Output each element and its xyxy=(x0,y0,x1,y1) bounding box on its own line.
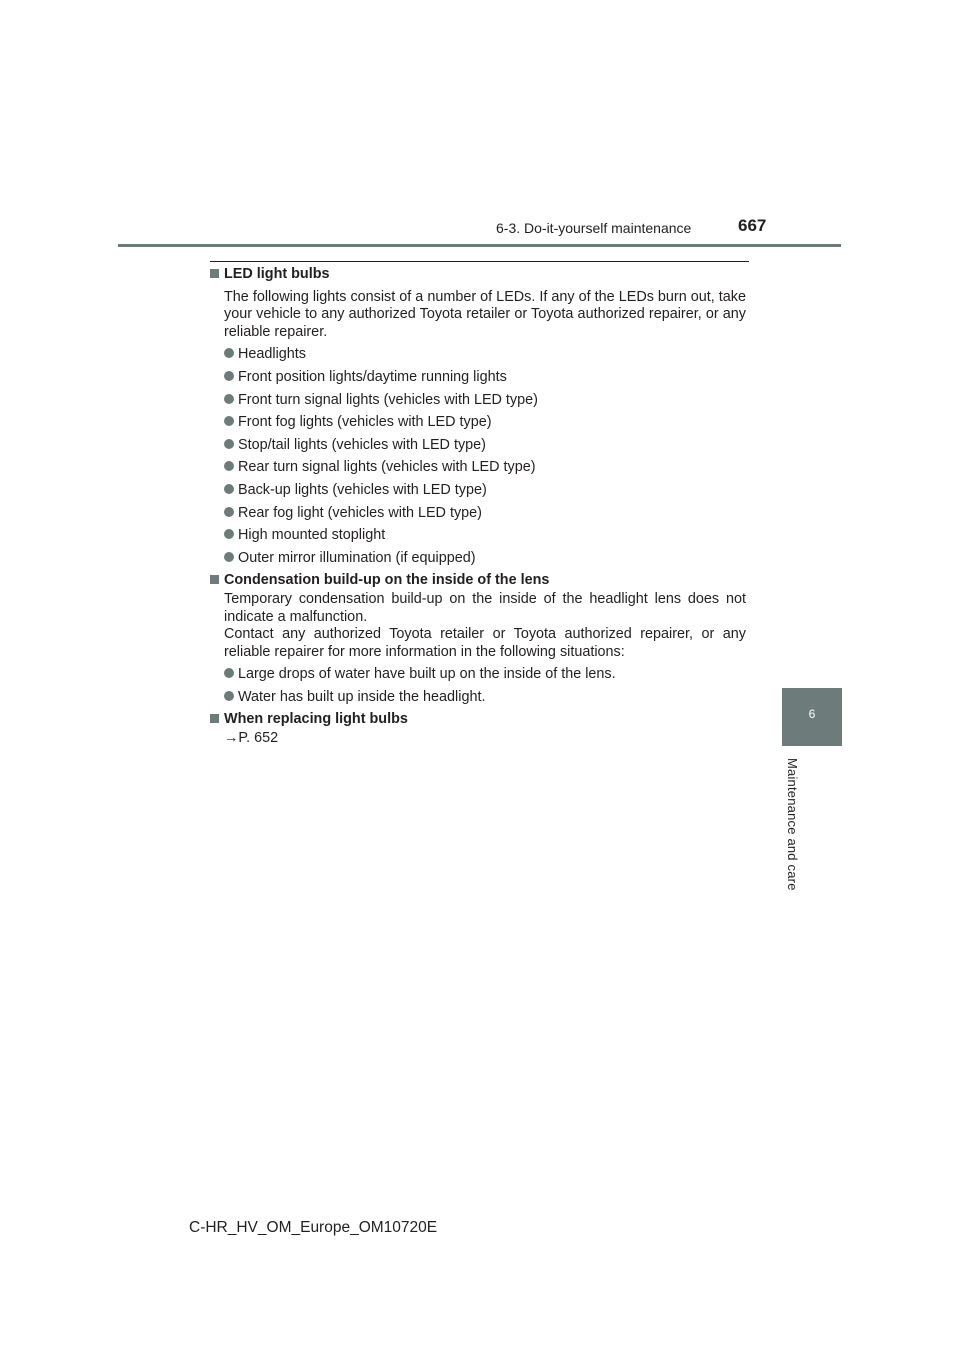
round-bullet-icon xyxy=(224,461,234,471)
chapter-tab-label: Maintenance and care xyxy=(785,758,800,891)
round-bullet-icon xyxy=(224,394,234,404)
list-item xyxy=(210,392,746,410)
list-item xyxy=(210,437,746,455)
round-bullet-icon xyxy=(224,484,234,494)
round-bullet-icon xyxy=(224,439,234,449)
round-bullet-icon xyxy=(224,507,234,517)
body-paragraph: Temporary condensation build-up on the inside of the headlight lens does not indicate a malfunction. xyxy=(224,590,746,625)
chapter-tab xyxy=(782,688,842,746)
page-content xyxy=(210,266,746,748)
list-item xyxy=(210,369,746,387)
list-item-text: Outer mirror illumination (if equipped) xyxy=(238,549,476,566)
list-item xyxy=(210,482,746,500)
chapter-tab-number: 6 xyxy=(808,707,816,721)
list-item-text: Front fog lights (vehicles with LED type) xyxy=(238,414,492,431)
header-divider xyxy=(118,244,841,247)
body-paragraph: The following lights consist of a number of LEDs. If any of the LEDs burn out, take your vehicle to any authorized Toyota retailer or Toyota authorized repairer, or any reliable repairer. xyxy=(224,288,746,340)
round-bullet-icon xyxy=(224,348,234,358)
round-bullet-icon xyxy=(224,668,234,678)
round-bullet-icon xyxy=(224,416,234,426)
header-section-title: 6-3. Do-it-yourself maintenance xyxy=(496,220,692,236)
round-bullet-icon xyxy=(224,691,234,701)
page-reference-link[interactable]: →P. 652 xyxy=(224,730,279,747)
list-item xyxy=(210,459,746,477)
list-item xyxy=(210,346,746,364)
list-item-text: Back-up lights (vehicles with LED type) xyxy=(238,481,487,498)
list-item-text: Front position lights/daytime running lights xyxy=(238,368,507,385)
list-item xyxy=(210,505,746,523)
list-item-text: Rear turn signal lights (vehicles with LED type) xyxy=(238,459,536,476)
list-item-text: Rear fog light (vehicles with LED type) xyxy=(238,504,482,521)
list-item xyxy=(210,550,746,568)
content-divider xyxy=(210,261,749,262)
square-bullet-icon xyxy=(210,575,219,584)
section-heading xyxy=(210,711,746,729)
list-item-text: Water has built up inside the headlight. xyxy=(238,688,486,705)
document-code: C-HR_HV_OM_Europe_OM10720E xyxy=(189,1219,438,1236)
list-item-text: Stop/tail lights (vehicles with LED type) xyxy=(238,436,486,453)
list-item-text: Headlights xyxy=(238,346,306,363)
list-item xyxy=(210,689,746,707)
list-item xyxy=(210,414,746,432)
list-item-text: High mounted stoplight xyxy=(238,527,386,544)
round-bullet-icon xyxy=(224,371,234,381)
section-heading-text: LED light bulbs xyxy=(224,266,330,282)
body-paragraph: Contact any authorized Toyota retailer or Toyota authorized repairer, or any reliable repairer for more information in the following situations: xyxy=(224,626,746,660)
square-bullet-icon xyxy=(210,269,219,278)
list-item xyxy=(210,666,746,684)
section-heading-text: Condensation build-up on the inside of the lens xyxy=(224,572,550,589)
page-number: 667 xyxy=(738,216,767,235)
section-heading xyxy=(210,266,746,284)
list-item xyxy=(210,527,746,545)
round-bullet-icon xyxy=(224,529,234,539)
list-item-text: Front turn signal lights (vehicles with LED type) xyxy=(238,391,538,408)
round-bullet-icon xyxy=(224,552,234,562)
list-item-text: Large drops of water have built up on the inside of the lens. xyxy=(238,666,616,683)
section-heading xyxy=(210,572,746,590)
section-heading-text: When replacing light bulbs xyxy=(224,711,408,728)
square-bullet-icon xyxy=(210,714,219,723)
